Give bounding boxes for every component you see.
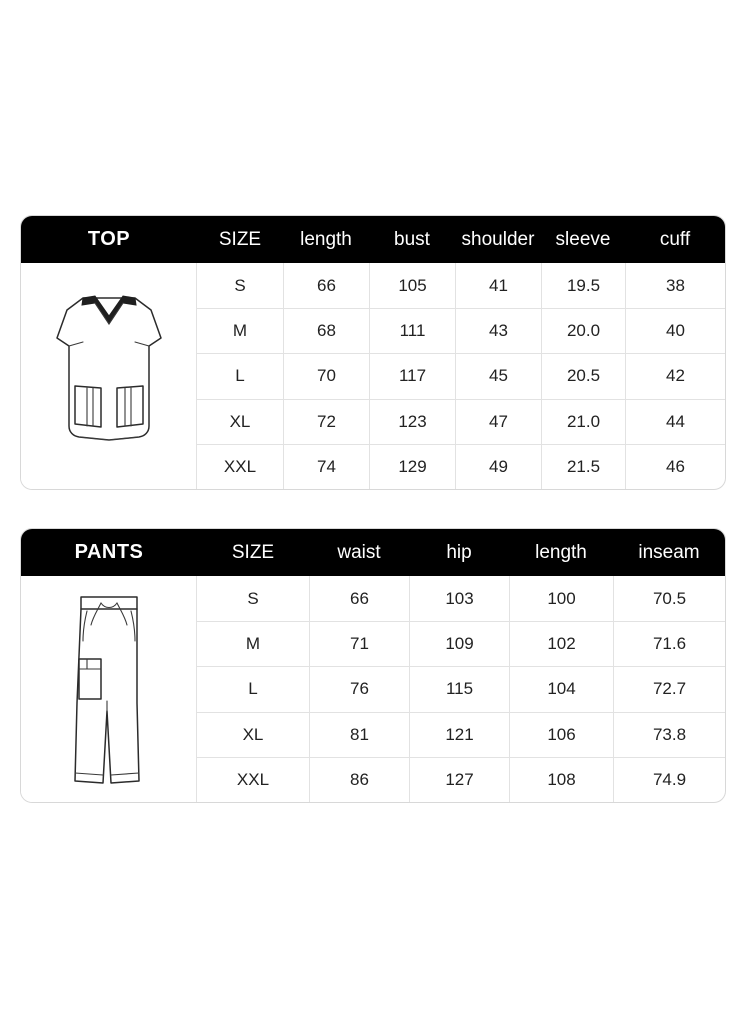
pants-cell-length-xl: 106 [509,712,613,757]
pants-cell-length-s: 100 [509,576,613,621]
pants-cell-hip-s: 103 [409,576,509,621]
top-cell-cuff-xl: 44 [625,399,725,444]
top-cell-shoulder-m: 43 [455,308,541,353]
scrub-top-illustration [21,263,197,489]
top-cell-bust-xxl: 129 [369,444,455,489]
pants-header-inseam: inseam [613,529,725,576]
top-cell-sleeve-xxl: 21.5 [541,444,625,489]
top-cell-cuff-s: 38 [625,263,725,308]
pants-cell-inseam-m: 71.6 [613,621,725,666]
scrub-pants-illustration [21,576,197,802]
top-cell-cuff-xxl: 46 [625,444,725,489]
pants-cell-waist-m: 71 [309,621,409,666]
pants-cell-length-l: 104 [509,666,613,711]
pants-cell-length-m: 102 [509,621,613,666]
pants-cell-size-xxl: XXL [197,757,309,802]
pants-cell-hip-m: 109 [409,621,509,666]
top-cell-bust-l: 117 [369,353,455,398]
top-header-bust: bust [369,216,455,263]
top-cell-bust-xl: 123 [369,399,455,444]
pants-cell-length-xxl: 108 [509,757,613,802]
top-table-grid [21,216,725,489]
top-cell-bust-m: 111 [369,308,455,353]
pants-cell-waist-l: 76 [309,666,409,711]
pants-header-length: length [509,529,613,576]
top-cell-size-m: M [197,308,283,353]
top-cell-bust-s: 105 [369,263,455,308]
top-cell-length-l: 70 [283,353,369,398]
top-table-title: TOP [21,216,197,263]
pants-header-hip: hip [409,529,509,576]
pants-table-title: PANTS [21,529,197,576]
top-cell-length-s: 66 [283,263,369,308]
pants-cell-size-m: M [197,621,309,666]
pants-header-size: SIZE [197,529,309,576]
top-cell-length-m: 68 [283,308,369,353]
top-cell-shoulder-l: 45 [455,353,541,398]
pants-cell-inseam-s: 70.5 [613,576,725,621]
pants-cell-waist-s: 66 [309,576,409,621]
top-header-shoulder: shoulder [455,216,541,263]
top-cell-size-l: L [197,353,283,398]
top-cell-shoulder-xl: 47 [455,399,541,444]
pants-cell-inseam-xxl: 74.9 [613,757,725,802]
top-cell-sleeve-s: 19.5 [541,263,625,308]
top-header-length: length [283,216,369,263]
pants-size-table [20,528,726,803]
pants-cell-waist-xl: 81 [309,712,409,757]
top-cell-shoulder-s: 41 [455,263,541,308]
top-header-size: SIZE [197,216,283,263]
pants-header-waist: waist [309,529,409,576]
pants-cell-waist-xxl: 86 [309,757,409,802]
top-cell-size-s: S [234,275,246,295]
top-cell-size-xxl: XXL [197,444,283,489]
pants-cell-size-s: S [247,588,259,608]
top-cell-length-xl: 72 [283,399,369,444]
top-cell-sleeve-xl: 21.0 [541,399,625,444]
pants-cell-hip-xl: 121 [409,712,509,757]
top-header-cuff: cuff [625,216,725,263]
top-cell-size-xl: XL [197,399,283,444]
top-cell-length-xxl: 74 [283,444,369,489]
top-size-table [20,215,726,490]
top-header-sleeve: sleeve [541,216,625,263]
pants-cell-hip-l: 115 [409,666,509,711]
top-cell-shoulder-xxl: 49 [455,444,541,489]
pants-cell-inseam-l: 72.7 [613,666,725,711]
pants-cell-size-l: L [197,666,309,711]
pants-cell-inseam-xl: 73.8 [613,712,725,757]
pants-table-grid [21,529,725,802]
top-cell-cuff-l: 42 [625,353,725,398]
top-cell-sleeve-m: 20.0 [541,308,625,353]
top-cell-cuff-m: 40 [625,308,725,353]
top-cell-sleeve-l: 20.5 [541,353,625,398]
pants-cell-size-xl: XL [197,712,309,757]
pants-cell-hip-xxl: 127 [409,757,509,802]
